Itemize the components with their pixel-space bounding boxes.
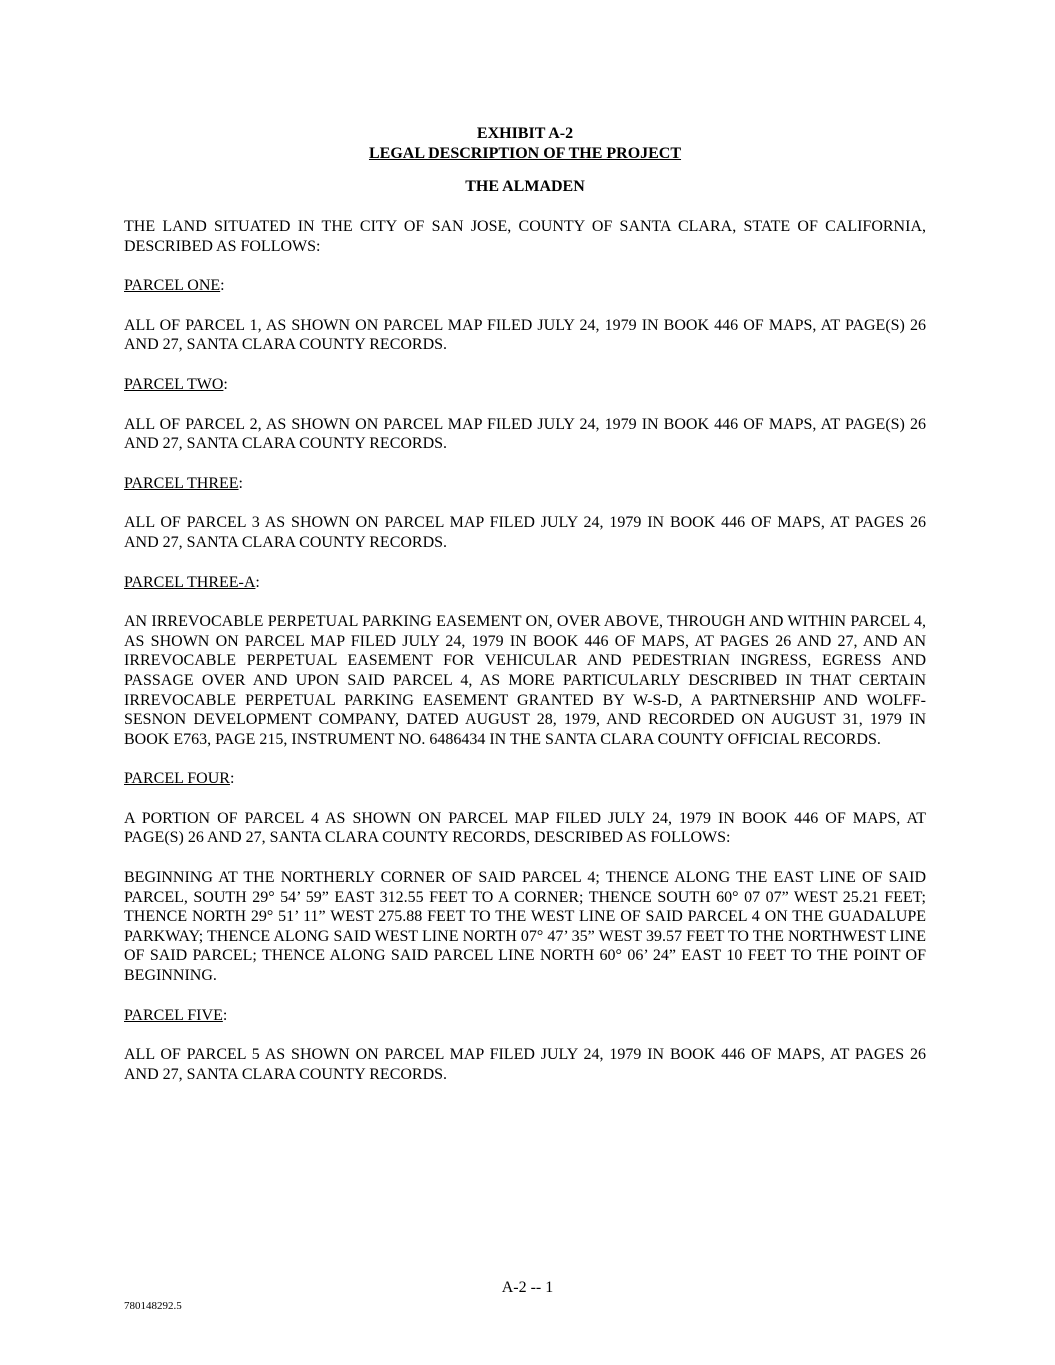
parcel-heading: PARCEL ONE: <box>124 277 225 295</box>
parcel-heading-label: PARCEL ONE <box>124 277 221 295</box>
parcel-heading: PARCEL THREE-A: <box>124 573 260 591</box>
intro-paragraph: THE LAND SITUATED IN THE CITY OF SAN JOSE, COUNTY OF SANTA CLARA, STATE OF CALIFORNIA, DESCRIBED AS FOLLOWS: <box>124 218 926 255</box>
exhibit-title: EXHIBIT A-2 <box>476 125 574 142</box>
project-name: THE ALMADEN <box>465 178 585 195</box>
parcel-paragraph: ALL OF PARCEL 3 AS SHOWN ON PARCEL MAP FILED JULY 24, 1979 IN BOOK 446 OF MAPS, AT PAGES 26 AND 27, SANTA CLARA COUNTY RECORDS. <box>124 514 926 551</box>
document-id: 780148292.5 <box>124 1300 182 1312</box>
parcel-heading-label: PARCEL FOUR <box>124 770 230 788</box>
parcel-paragraph: A PORTION OF PARCEL 4 AS SHOWN ON PARCEL MAP FILED JULY 24, 1979 IN BOOK 446 OF MAPS, AT PAGE(S) 26 AND 27, SANTA CLARA COUNTY RECORDS, DESCRIBED AS FOLLOWS: <box>124 809 926 847</box>
parcel-heading-label: PARCEL TWO <box>124 375 224 393</box>
page-number: A-2 -- 1 <box>501 1279 554 1296</box>
parcel-heading: PARCEL FIVE: <box>124 1006 228 1024</box>
parcel-paragraph: AN IRREVOCABLE PERPETUAL PARKING EASEMENT ON, OVER ABOVE, THROUGH AND WITHIN PARCEL 4, AS SHOWN ON PARCEL MAP FILED JULY 24, 1979 IN BOOK 446 OF MAPS, AT PAGES 26 AND 27, AND AN IRREVOCABLE PERPETUAL EASEMENT FOR VEHICULAR AND PEDESTRIAN INGRESS, EGRESS AND PASSAGE OVER AND UPON SAID PARCEL 4, AS MORE PARTICULARLY DESCRIBED IN THAT CERTAIN IRREVOCABLE PERPETUAL PARKING EASEMENT GRANTED BY W-S-D, A PARTNERSHIP AND WOLFF-SESNON DEVELOPMENT COMPANY, DATED AUGUST 28, 1979, AND RECORDED ON AUGUST 31, 1979 IN BOOK E763, PAGE 215, INSTRUMENT NO. 6486434 IN THE SANTA CLARA COUNTY OFFICIAL RECORDS. <box>124 613 926 748</box>
document-page <box>124 124 926 1084</box>
parcel-heading: PARCEL FOUR: <box>124 770 235 788</box>
parcel-paragraph: ALL OF PARCEL 5 AS SHOWN ON PARCEL MAP FILED JULY 24, 1979 IN BOOK 446 OF MAPS, AT PAGES 26 AND 27, SANTA CLARA COUNTY RECORDS. <box>124 1046 926 1083</box>
parcel-heading-label: PARCEL THREE-A <box>124 573 256 591</box>
parcel-paragraph: BEGINNING AT THE NORTHERLY CORNER OF SAID PARCEL 4; THENCE ALONG THE EAST LINE OF SAID PARCEL, SOUTH 29° 54’ 59” EAST 312.55 FEET TO A CORNER; THENCE SOUTH 60° 07 07” WEST 25.21 FEET; THENCE NORTH 29° 51’ 11” WEST 275.88 FEET TO THE WEST LINE OF SAID PARCEL 4 ON THE GUADALUPE PARKWAY; THENCE ALONG SAID WEST LINE NORTH 07° 47’ 35” WEST 39.57 FEET TO THE NORTHWEST LINE OF SAID PARCEL; THENCE ALONG SAID PARCEL LINE NORTH 60° 06’ 24” EAST 10 FEET TO THE POINT OF BEGINNING. <box>124 869 926 985</box>
parcel-paragraph: ALL OF PARCEL 2, AS SHOWN ON PARCEL MAP FILED JULY 24, 1979 IN BOOK 446 OF MAPS, AT PAGE(S) 26 AND 27, SANTA CLARA COUNTY RECORDS. <box>124 415 926 453</box>
parcel-paragraph: ALL OF PARCEL 1, AS SHOWN ON PARCEL MAP FILED JULY 24, 1979 IN BOOK 446 OF MAPS, AT PAGE(S) 26 AND 27, SANTA CLARA COUNTY RECORDS. <box>124 316 926 354</box>
parcel-heading: PARCEL TWO: <box>124 375 228 393</box>
parcel-heading-label: PARCEL FIVE <box>124 1006 223 1024</box>
parcel-heading: PARCEL THREE: <box>124 474 243 492</box>
parcel-heading-label: PARCEL THREE <box>124 474 239 492</box>
document-subtitle: LEGAL DESCRIPTION OF THE PROJECT <box>368 145 682 162</box>
